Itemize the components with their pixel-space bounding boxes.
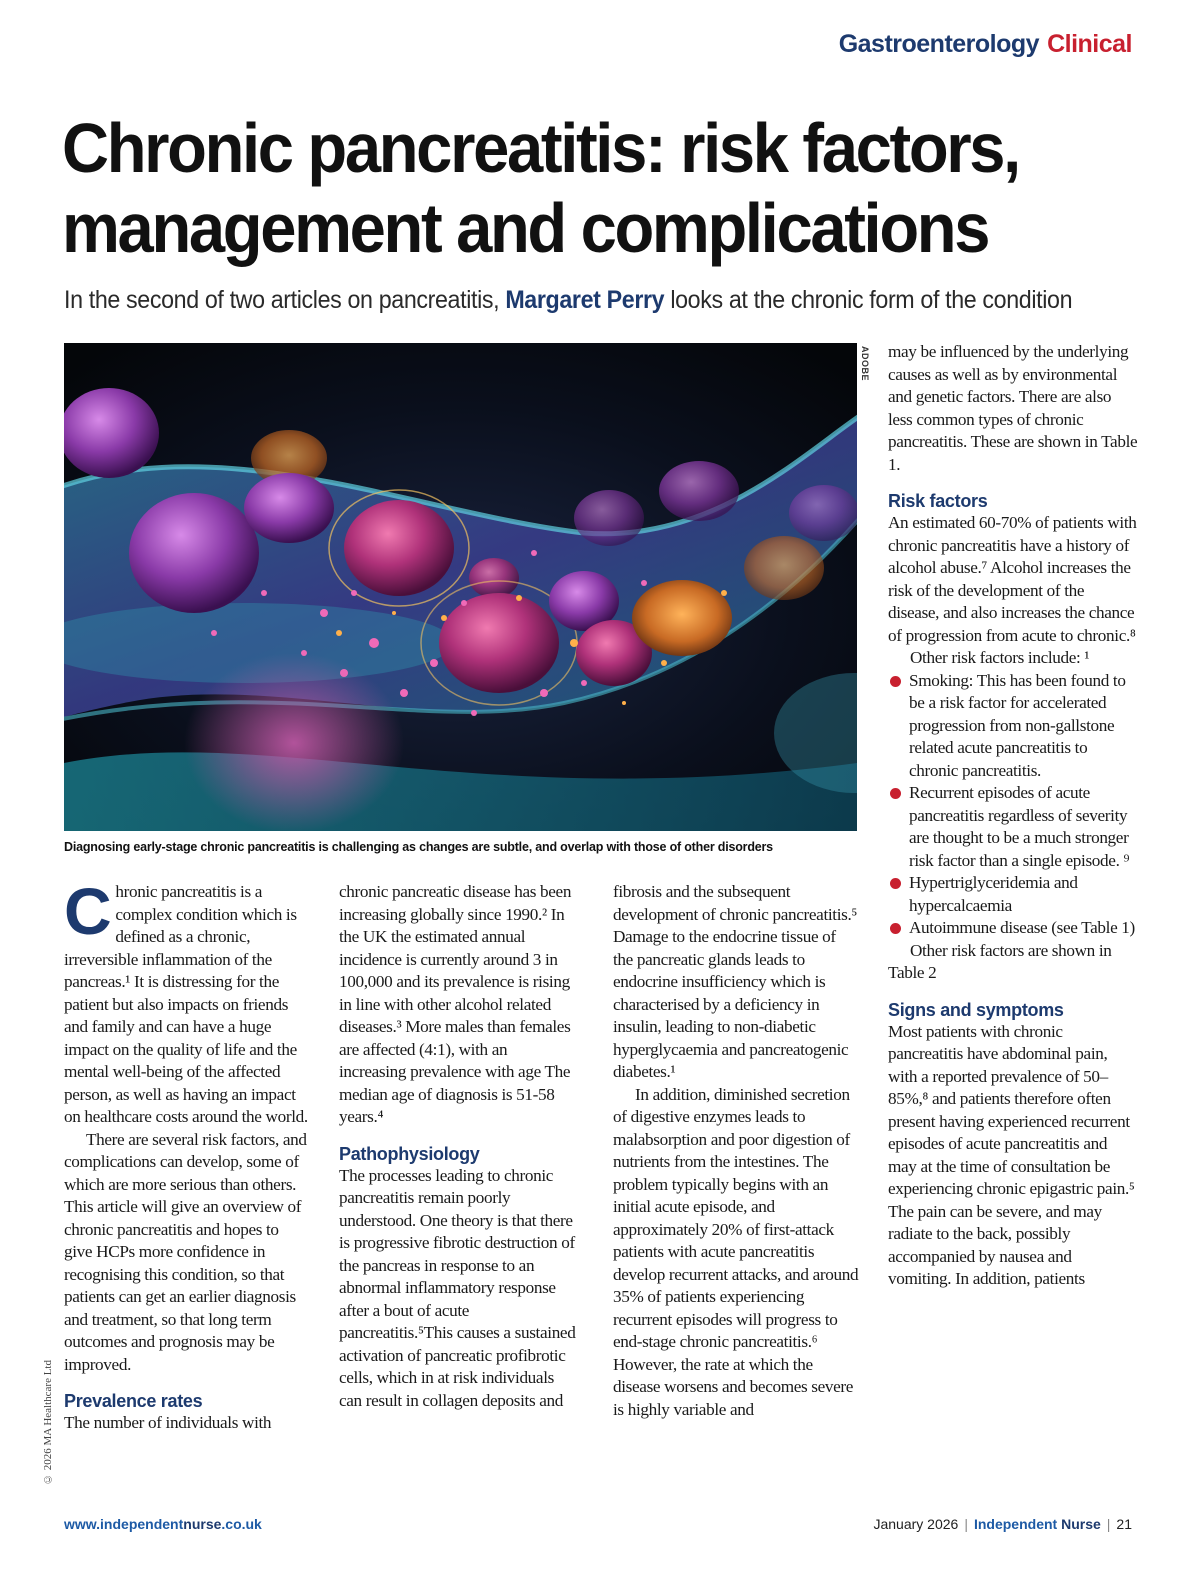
author-name: Margaret Perry — [505, 286, 665, 314]
intro-text: hronic pancreatitis is a complex condition which is defined as a chronic, irreversible inflammation of the pancreas.¹ It is distressing for the patient but also impacts on friends and family and can have a huge impact on the quality of life and the mental well-being of the affected person, as well as having an impact on healthcare costs around the world. — [64, 882, 308, 1126]
bullet-icon — [890, 878, 901, 889]
list-item — [888, 872, 1138, 917]
paragraph: fibrosis and the subsequent development of chronic pancreatitis.⁵ Damage to the endocrine tissue of the pancreatic glands leads to endocrine insufficiency which is characterised by a deficiency in insulin, leading to non-diabetic hyperglycaemia and pancreatogenic diabetes.¹ — [613, 882, 858, 1081]
paragraph: In addition, diminished secretion of digestive enzymes leads to malabsorption and poor digestion of nutrients from the intestines. The problem typically begins with an initial acute episode, and approximately 20% of first-attack patients with acute pancreatitis develop recurrent attacks, and around 35% of patients experiencing recurrent episodes will progress to end-stage chronic pancreatitis.⁶ However, the rate at which the disease worsens and becomes severe is highly variable and — [613, 1084, 859, 1419]
pancreas-cells-illustration — [64, 343, 857, 831]
standfirst-before: In the second of two articles on pancreatitis, — [64, 286, 506, 314]
list-item-text: Recurrent episodes of acute pancreatitis regardless of severity are thought to be a much stronger risk factor than a single episode. ⁹ — [909, 783, 1130, 870]
issue-date: January 2026 — [873, 1516, 959, 1532]
list-item-text: Smoking: This has been found to be a risk factor for accelerated progression from non-gallstone related acute pancreatitis to chronic pancreatitis. — [909, 670, 1126, 780]
heading-pathophysiology: Pathophysiology — [339, 1143, 480, 1164]
magazine-name-first: Independent — [973, 1516, 1058, 1532]
risk-factor-list — [888, 670, 1138, 940]
paragraph: Other risk factors include: ¹ — [910, 648, 1090, 667]
list-item-text: Hypertriglyceridemia and hypercalcaemia — [909, 873, 1078, 915]
section-tag — [839, 30, 1132, 59]
list-item-text: Autoimmune disease (see Table 1) — [909, 918, 1135, 937]
paragraph: The number of individuals with — [64, 1413, 272, 1432]
paragraph: chronic pancreatic disease has been increasing globally since 1990.² In the UK the estimated annual incidence is currently around 3 in 100,000 and its prevalence is rising in line with other alcohol related diseases.³ More males than females are affected (4:1), with an increasing prevalence with age The median age of diagnosis is 51-58 years.⁴ — [339, 882, 572, 1126]
footer-url-link[interactable] — [64, 1516, 262, 1532]
paragraph: The processes leading to chronic pancreatitis remain poorly understood. One theory is that there is progressive fibrotic destruction of the pancreas in response to an abnormal inflammatory response after a bout of acute pancreatitis.⁵This causes a sustained activation of pancreatic profibrotic cells, which in at risk individuals can result in collagen deposits and — [339, 1165, 576, 1410]
section-kind: Clinical — [1047, 30, 1132, 58]
list-item — [888, 782, 1138, 872]
drop-cap: C — [64, 874, 112, 948]
footer-divider: | — [964, 1516, 968, 1532]
section-topic: Gastroenterology — [838, 30, 1040, 58]
url-part: www.independent — [64, 1516, 184, 1532]
column-4 — [888, 341, 1138, 1291]
paragraph: Most patients with chronic pancreatitis have abdominal pain, with a reported prevalence of 50–85%,⁸ and patients therefore often present having experienced recurrent episodes of acute pancreatitis and may at the time of consultation be experiencing chronic epigastric pain.⁵ The pain can be severe, and may radiate to the back, possibly accompanied by nausea and vomiting. In addition, patients — [888, 1021, 1135, 1288]
image-caption: Diagnosing early-stage chronic pancreatitis is challenging as changes are subtle, and overlap with those of other disorders — [64, 840, 773, 854]
footer-divider: | — [1106, 1516, 1111, 1532]
column-3 — [613, 881, 859, 1421]
paragraph: An estimated 60-70% of patients with chronic pancreatitis have a history of alcohol abuse.⁷ Alcohol increases the risk of the development of the disease, and also increases the chance of progression from acute to chronic.⁸ — [888, 513, 1137, 645]
paragraph: may be influenced by the underlying causes as well as by environmental and genetic factors. There are also less common types of chronic pancreatitis. These are shown in Table 1. — [888, 342, 1138, 474]
hero-image — [64, 343, 857, 831]
paragraph: There are several risk factors, and complications can develop, some of which are more serious than others. This article will give an overview of chronic pancreatitis and hopes to give HCPs more confidence in recognising this condition, so that patients can get an earlier diagnosis and treatment, so that long term outcomes and prognosis may be improved. — [64, 1129, 307, 1374]
copyright-notice: © 2026 MA Healthcare Ltd — [42, 1360, 54, 1486]
bullet-icon — [890, 923, 901, 934]
column-2 — [339, 881, 577, 1412]
intro-paragraph — [64, 874, 310, 1129]
column-1 — [64, 874, 310, 1435]
image-credit: ADOBE — [860, 346, 870, 382]
paragraph: Other risk factors are shown in Table 2 — [888, 940, 1112, 982]
magazine-name-second: Nurse — [1061, 1516, 1101, 1532]
url-part: nurse — [183, 1516, 222, 1532]
page-number: 21 — [1116, 1516, 1132, 1532]
bullet-icon — [890, 676, 901, 687]
bullet-icon — [890, 788, 901, 799]
heading-signs-symptoms: Signs and symptoms — [888, 999, 1064, 1020]
url-part: .co.uk — [221, 1516, 262, 1532]
standfirst-after: looks at the chronic form of the condition — [664, 286, 1073, 314]
footer-issue-info — [873, 1516, 1132, 1532]
heading-prevalence: Prevalence rates — [64, 1391, 203, 1411]
heading-risk-factors: Risk factors — [888, 491, 988, 511]
standfirst — [64, 286, 1087, 315]
list-item — [888, 670, 1138, 783]
article-headline: Chronic pancreatitis: risk factors, management and complications — [62, 109, 1019, 267]
list-item — [888, 917, 1138, 940]
